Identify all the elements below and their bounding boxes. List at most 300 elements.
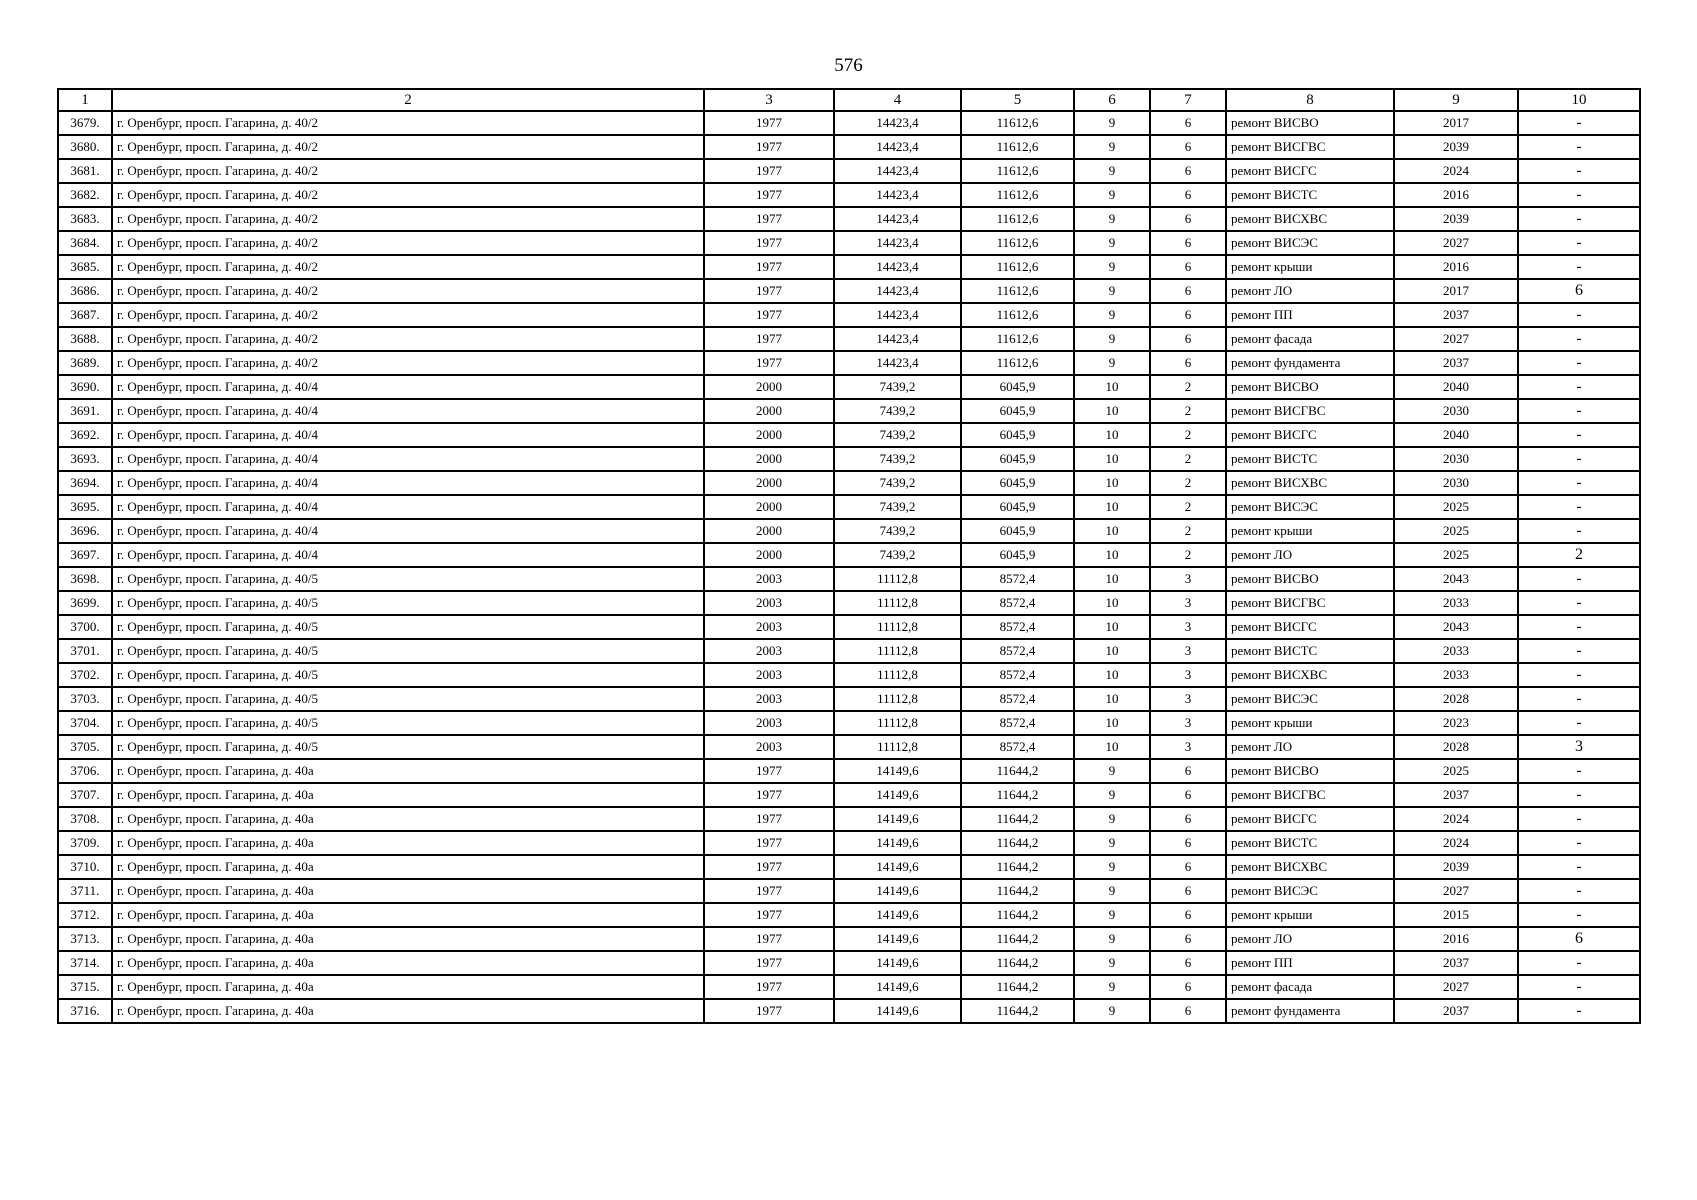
cell-repair-type: ремонт ВИСТС <box>1226 183 1394 207</box>
cell-planned-year: 2017 <box>1394 111 1518 135</box>
cell-year-built: 2000 <box>704 399 834 423</box>
cell-total-area: 14149,6 <box>834 783 961 807</box>
cell-row-number: 3684. <box>58 231 112 255</box>
cell-value: - <box>1518 591 1640 615</box>
cell-repair-type: ремонт крыши <box>1226 711 1394 735</box>
cell-repair-type: ремонт ВИСЭС <box>1226 687 1394 711</box>
cell-repair-type: ремонт фундамента <box>1226 351 1394 375</box>
cell-year-built: 2000 <box>704 495 834 519</box>
cell-address: г. Оренбург, просп. Гагарина, д. 40а <box>112 927 704 951</box>
cell-living-area: 6045,9 <box>961 447 1074 471</box>
cell-value: - <box>1518 831 1640 855</box>
cell-planned-year: 2016 <box>1394 183 1518 207</box>
cell-living-area: 6045,9 <box>961 471 1074 495</box>
table-row <box>58 111 1640 135</box>
table-row <box>58 951 1640 975</box>
cell-repair-type: ремонт ВИСТС <box>1226 447 1394 471</box>
cell-repair-type: ремонт ВИСЭС <box>1226 879 1394 903</box>
cell-entrances: 2 <box>1150 519 1226 543</box>
cell-total-area: 7439,2 <box>834 399 961 423</box>
table-row <box>58 327 1640 351</box>
cell-repair-type: ремонт ВИСГС <box>1226 159 1394 183</box>
cell-entrances: 6 <box>1150 807 1226 831</box>
cell-planned-year: 2033 <box>1394 639 1518 663</box>
header-row <box>58 89 1640 111</box>
cell-living-area: 11644,2 <box>961 927 1074 951</box>
cell-year-built: 1977 <box>704 279 834 303</box>
cell-value: - <box>1518 255 1640 279</box>
cell-entrances: 3 <box>1150 591 1226 615</box>
cell-floors: 10 <box>1074 591 1150 615</box>
cell-planned-year: 2037 <box>1394 999 1518 1023</box>
cell-value: 6 <box>1518 279 1640 303</box>
cell-value: - <box>1518 855 1640 879</box>
cell-total-area: 14149,6 <box>834 807 961 831</box>
cell-value: - <box>1518 231 1640 255</box>
cell-planned-year: 2025 <box>1394 519 1518 543</box>
cell-year-built: 1977 <box>704 879 834 903</box>
cell-total-area: 11112,8 <box>834 735 961 759</box>
cell-entrances: 3 <box>1150 711 1226 735</box>
cell-floors: 10 <box>1074 735 1150 759</box>
cell-entrances: 2 <box>1150 471 1226 495</box>
cell-total-area: 14423,4 <box>834 111 961 135</box>
cell-floors: 9 <box>1074 975 1150 999</box>
cell-year-built: 1977 <box>704 783 834 807</box>
cell-row-number: 3690. <box>58 375 112 399</box>
table-row <box>58 447 1640 471</box>
cell-planned-year: 2037 <box>1394 303 1518 327</box>
cell-planned-year: 2015 <box>1394 903 1518 927</box>
cell-year-built: 1977 <box>704 999 834 1023</box>
cell-entrances: 3 <box>1150 615 1226 639</box>
cell-floors: 9 <box>1074 135 1150 159</box>
cell-planned-year: 2027 <box>1394 327 1518 351</box>
cell-value: - <box>1518 351 1640 375</box>
cell-floors: 9 <box>1074 759 1150 783</box>
cell-total-area: 14423,4 <box>834 303 961 327</box>
cell-value: - <box>1518 207 1640 231</box>
cell-floors: 10 <box>1074 375 1150 399</box>
cell-floors: 10 <box>1074 567 1150 591</box>
table-row <box>58 783 1640 807</box>
cell-total-area: 14423,4 <box>834 255 961 279</box>
cell-value: - <box>1518 111 1640 135</box>
cell-living-area: 6045,9 <box>961 375 1074 399</box>
cell-total-area: 14149,6 <box>834 879 961 903</box>
cell-planned-year: 2028 <box>1394 735 1518 759</box>
cell-entrances: 6 <box>1150 255 1226 279</box>
cell-address: г. Оренбург, просп. Гагарина, д. 40/2 <box>112 135 704 159</box>
cell-value: - <box>1518 471 1640 495</box>
cell-total-area: 7439,2 <box>834 447 961 471</box>
cell-planned-year: 2016 <box>1394 255 1518 279</box>
cell-repair-type: ремонт крыши <box>1226 903 1394 927</box>
cell-living-area: 8572,4 <box>961 639 1074 663</box>
cell-total-area: 11112,8 <box>834 567 961 591</box>
cell-year-built: 2000 <box>704 519 834 543</box>
cell-repair-type: ремонт ЛО <box>1226 927 1394 951</box>
cell-total-area: 11112,8 <box>834 639 961 663</box>
cell-entrances: 6 <box>1150 135 1226 159</box>
cell-living-area: 11644,2 <box>961 999 1074 1023</box>
cell-row-number: 3694. <box>58 471 112 495</box>
cell-entrances: 6 <box>1150 231 1226 255</box>
cell-address: г. Оренбург, просп. Гагарина, д. 40/2 <box>112 159 704 183</box>
cell-row-number: 3707. <box>58 783 112 807</box>
cell-repair-type: ремонт фасада <box>1226 975 1394 999</box>
cell-total-area: 14423,4 <box>834 231 961 255</box>
cell-year-built: 2003 <box>704 615 834 639</box>
table-row <box>58 855 1640 879</box>
cell-row-number: 3695. <box>58 495 112 519</box>
cell-total-area: 14423,4 <box>834 159 961 183</box>
cell-entrances: 6 <box>1150 927 1226 951</box>
table-row <box>58 519 1640 543</box>
table-row <box>58 879 1640 903</box>
cell-address: г. Оренбург, просп. Гагарина, д. 40/4 <box>112 543 704 567</box>
cell-row-number: 3685. <box>58 255 112 279</box>
cell-floors: 10 <box>1074 447 1150 471</box>
table-row <box>58 399 1640 423</box>
cell-repair-type: ремонт ВИСГВС <box>1226 591 1394 615</box>
cell-floors: 9 <box>1074 159 1150 183</box>
cell-total-area: 11112,8 <box>834 687 961 711</box>
cell-repair-type: ремонт крыши <box>1226 255 1394 279</box>
cell-floors: 9 <box>1074 879 1150 903</box>
cell-row-number: 3692. <box>58 423 112 447</box>
cell-planned-year: 2023 <box>1394 711 1518 735</box>
cell-entrances: 6 <box>1150 183 1226 207</box>
cell-address: г. Оренбург, просп. Гагарина, д. 40а <box>112 807 704 831</box>
cell-living-area: 8572,4 <box>961 567 1074 591</box>
cell-value: - <box>1518 687 1640 711</box>
cell-year-built: 2003 <box>704 567 834 591</box>
cell-planned-year: 2033 <box>1394 591 1518 615</box>
cell-living-area: 11612,6 <box>961 159 1074 183</box>
table-row <box>58 999 1640 1023</box>
cell-planned-year: 2024 <box>1394 807 1518 831</box>
cell-value: - <box>1518 759 1640 783</box>
cell-living-area: 8572,4 <box>961 663 1074 687</box>
cell-entrances: 2 <box>1150 399 1226 423</box>
cell-living-area: 11612,6 <box>961 111 1074 135</box>
table-row <box>58 159 1640 183</box>
cell-year-built: 2003 <box>704 711 834 735</box>
cell-floors: 9 <box>1074 927 1150 951</box>
table-row <box>58 975 1640 999</box>
cell-year-built: 2000 <box>704 375 834 399</box>
cell-entrances: 6 <box>1150 999 1226 1023</box>
cell-living-area: 8572,4 <box>961 711 1074 735</box>
cell-address: г. Оренбург, просп. Гагарина, д. 40/4 <box>112 495 704 519</box>
cell-entrances: 3 <box>1150 735 1226 759</box>
cell-year-built: 1977 <box>704 927 834 951</box>
cell-total-area: 14149,6 <box>834 951 961 975</box>
cell-living-area: 11644,2 <box>961 879 1074 903</box>
cell-repair-type: ремонт ВИСЭС <box>1226 231 1394 255</box>
cell-entrances: 3 <box>1150 687 1226 711</box>
cell-repair-type: ремонт ВИСГС <box>1226 807 1394 831</box>
cell-planned-year: 2027 <box>1394 975 1518 999</box>
cell-entrances: 6 <box>1150 975 1226 999</box>
cell-entrances: 6 <box>1150 327 1226 351</box>
cell-address: г. Оренбург, просп. Гагарина, д. 40/2 <box>112 111 704 135</box>
cell-repair-type: ремонт фундамента <box>1226 999 1394 1023</box>
cell-planned-year: 2027 <box>1394 879 1518 903</box>
cell-row-number: 3691. <box>58 399 112 423</box>
cell-total-area: 14423,4 <box>834 183 961 207</box>
cell-total-area: 7439,2 <box>834 471 961 495</box>
cell-repair-type: ремонт ВИСГВС <box>1226 783 1394 807</box>
cell-row-number: 3682. <box>58 183 112 207</box>
cell-planned-year: 2027 <box>1394 231 1518 255</box>
cell-entrances: 6 <box>1150 831 1226 855</box>
cell-total-area: 7439,2 <box>834 519 961 543</box>
cell-address: г. Оренбург, просп. Гагарина, д. 40/5 <box>112 591 704 615</box>
cell-entrances: 3 <box>1150 567 1226 591</box>
cell-repair-type: ремонт ВИСХВС <box>1226 207 1394 231</box>
cell-address: г. Оренбург, просп. Гагарина, д. 40/2 <box>112 351 704 375</box>
cell-entrances: 6 <box>1150 111 1226 135</box>
page-number: 576 <box>834 55 863 76</box>
column-header: 3 <box>704 89 834 111</box>
cell-total-area: 14423,4 <box>834 351 961 375</box>
cell-address: г. Оренбург, просп. Гагарина, д. 40/4 <box>112 519 704 543</box>
cell-floors: 9 <box>1074 783 1150 807</box>
cell-living-area: 11612,6 <box>961 135 1074 159</box>
cell-address: г. Оренбург, просп. Гагарина, д. 40а <box>112 759 704 783</box>
cell-planned-year: 2028 <box>1394 687 1518 711</box>
table-row <box>58 831 1640 855</box>
cell-row-number: 3686. <box>58 279 112 303</box>
cell-address: г. Оренбург, просп. Гагарина, д. 40/5 <box>112 663 704 687</box>
cell-floors: 10 <box>1074 519 1150 543</box>
cell-row-number: 3708. <box>58 807 112 831</box>
cell-address: г. Оренбург, просп. Гагарина, д. 40/4 <box>112 423 704 447</box>
cell-planned-year: 2043 <box>1394 615 1518 639</box>
table-row <box>58 735 1640 759</box>
cell-value: - <box>1518 519 1640 543</box>
cell-value: 6 <box>1518 927 1640 951</box>
cell-row-number: 3687. <box>58 303 112 327</box>
column-header: 10 <box>1518 89 1640 111</box>
cell-year-built: 1977 <box>704 975 834 999</box>
table-row <box>58 591 1640 615</box>
cell-row-number: 3713. <box>58 927 112 951</box>
cell-floors: 9 <box>1074 303 1150 327</box>
cell-year-built: 1977 <box>704 111 834 135</box>
cell-floors: 9 <box>1074 111 1150 135</box>
cell-floors: 9 <box>1074 807 1150 831</box>
cell-repair-type: ремонт ВИСГВС <box>1226 135 1394 159</box>
cell-floors: 10 <box>1074 687 1150 711</box>
cell-row-number: 3689. <box>58 351 112 375</box>
cell-total-area: 7439,2 <box>834 495 961 519</box>
cell-year-built: 1977 <box>704 183 834 207</box>
table-body <box>58 111 1640 1023</box>
cell-address: г. Оренбург, просп. Гагарина, д. 40/5 <box>112 639 704 663</box>
cell-value: 2 <box>1518 543 1640 567</box>
cell-repair-type: ремонт фасада <box>1226 327 1394 351</box>
cell-floors: 9 <box>1074 183 1150 207</box>
cell-year-built: 2000 <box>704 543 834 567</box>
cell-row-number: 3703. <box>58 687 112 711</box>
cell-value: - <box>1518 663 1640 687</box>
cell-row-number: 3701. <box>58 639 112 663</box>
table-row <box>58 759 1640 783</box>
cell-value: - <box>1518 567 1640 591</box>
cell-repair-type: ремонт ВИСЭС <box>1226 495 1394 519</box>
cell-row-number: 3711. <box>58 879 112 903</box>
table-row <box>58 663 1640 687</box>
cell-year-built: 2003 <box>704 735 834 759</box>
cell-row-number: 3696. <box>58 519 112 543</box>
cell-repair-type: ремонт ЛО <box>1226 279 1394 303</box>
cell-row-number: 3702. <box>58 663 112 687</box>
table-row <box>58 903 1640 927</box>
table-row <box>58 567 1640 591</box>
cell-planned-year: 2039 <box>1394 855 1518 879</box>
table-row <box>58 495 1640 519</box>
cell-repair-type: ремонт ВИСВО <box>1226 759 1394 783</box>
cell-year-built: 2003 <box>704 663 834 687</box>
table-row <box>58 711 1640 735</box>
cell-row-number: 3716. <box>58 999 112 1023</box>
cell-floors: 9 <box>1074 903 1150 927</box>
cell-floors: 9 <box>1074 351 1150 375</box>
cell-value: - <box>1518 711 1640 735</box>
cell-row-number: 3693. <box>58 447 112 471</box>
cell-repair-type: ремонт ПП <box>1226 303 1394 327</box>
cell-entrances: 2 <box>1150 375 1226 399</box>
cell-planned-year: 2040 <box>1394 375 1518 399</box>
cell-floors: 9 <box>1074 855 1150 879</box>
cell-address: г. Оренбург, просп. Гагарина, д. 40а <box>112 975 704 999</box>
cell-address: г. Оренбург, просп. Гагарина, д. 40/5 <box>112 687 704 711</box>
cell-row-number: 3704. <box>58 711 112 735</box>
column-header: 9 <box>1394 89 1518 111</box>
cell-living-area: 11644,2 <box>961 759 1074 783</box>
cell-value: - <box>1518 879 1640 903</box>
cell-floors: 10 <box>1074 423 1150 447</box>
cell-repair-type: ремонт ВИСТС <box>1226 639 1394 663</box>
cell-total-area: 14149,6 <box>834 831 961 855</box>
column-header: 7 <box>1150 89 1226 111</box>
cell-address: г. Оренбург, просп. Гагарина, д. 40/2 <box>112 327 704 351</box>
table-row <box>58 255 1640 279</box>
cell-entrances: 2 <box>1150 495 1226 519</box>
cell-repair-type: ремонт ВИСГС <box>1226 615 1394 639</box>
cell-entrances: 3 <box>1150 663 1226 687</box>
cell-row-number: 3697. <box>58 543 112 567</box>
cell-total-area: 14149,6 <box>834 927 961 951</box>
cell-living-area: 11644,2 <box>961 807 1074 831</box>
cell-row-number: 3705. <box>58 735 112 759</box>
cell-value: - <box>1518 975 1640 999</box>
table-row <box>58 471 1640 495</box>
cell-living-area: 11612,6 <box>961 327 1074 351</box>
cell-total-area: 11112,8 <box>834 711 961 735</box>
cell-value: - <box>1518 807 1640 831</box>
cell-row-number: 3709. <box>58 831 112 855</box>
cell-planned-year: 2030 <box>1394 471 1518 495</box>
cell-address: г. Оренбург, просп. Гагарина, д. 40/2 <box>112 231 704 255</box>
cell-entrances: 6 <box>1150 351 1226 375</box>
cell-value: - <box>1518 183 1640 207</box>
cell-entrances: 6 <box>1150 759 1226 783</box>
cell-repair-type: ремонт крыши <box>1226 519 1394 543</box>
column-header: 2 <box>112 89 704 111</box>
cell-year-built: 1977 <box>704 135 834 159</box>
cell-value: - <box>1518 951 1640 975</box>
cell-floors: 9 <box>1074 327 1150 351</box>
cell-repair-type: ремонт ВИСХВС <box>1226 471 1394 495</box>
cell-year-built: 1977 <box>704 759 834 783</box>
cell-living-area: 11644,2 <box>961 783 1074 807</box>
cell-entrances: 2 <box>1150 447 1226 471</box>
cell-living-area: 11612,6 <box>961 279 1074 303</box>
column-header: 6 <box>1074 89 1150 111</box>
cell-year-built: 2000 <box>704 447 834 471</box>
cell-address: г. Оренбург, просп. Гагарина, д. 40а <box>112 903 704 927</box>
cell-floors: 10 <box>1074 495 1150 519</box>
cell-address: г. Оренбург, просп. Гагарина, д. 40а <box>112 879 704 903</box>
cell-total-area: 14149,6 <box>834 759 961 783</box>
cell-repair-type: ремонт ВИСХВС <box>1226 663 1394 687</box>
cell-living-area: 6045,9 <box>961 423 1074 447</box>
cell-floors: 9 <box>1074 279 1150 303</box>
cell-total-area: 7439,2 <box>834 375 961 399</box>
table-row <box>58 807 1640 831</box>
cell-floors: 10 <box>1074 543 1150 567</box>
cell-year-built: 1977 <box>704 327 834 351</box>
cell-address: г. Оренбург, просп. Гагарина, д. 40/5 <box>112 711 704 735</box>
cell-value: - <box>1518 327 1640 351</box>
cell-repair-type: ремонт ВИСВО <box>1226 567 1394 591</box>
cell-address: г. Оренбург, просп. Гагарина, д. 40/2 <box>112 207 704 231</box>
cell-entrances: 3 <box>1150 639 1226 663</box>
cell-floors: 9 <box>1074 255 1150 279</box>
cell-year-built: 2003 <box>704 591 834 615</box>
cell-floors: 9 <box>1074 999 1150 1023</box>
table-row <box>58 231 1640 255</box>
cell-row-number: 3715. <box>58 975 112 999</box>
cell-total-area: 11112,8 <box>834 615 961 639</box>
cell-planned-year: 2040 <box>1394 423 1518 447</box>
table-row <box>58 687 1640 711</box>
cell-total-area: 7439,2 <box>834 423 961 447</box>
cell-address: г. Оренбург, просп. Гагарина, д. 40/5 <box>112 567 704 591</box>
cell-row-number: 3710. <box>58 855 112 879</box>
cell-year-built: 2003 <box>704 639 834 663</box>
cell-living-area: 11644,2 <box>961 855 1074 879</box>
cell-value: - <box>1518 447 1640 471</box>
cell-floors: 9 <box>1074 831 1150 855</box>
cell-value: - <box>1518 903 1640 927</box>
cell-planned-year: 2025 <box>1394 495 1518 519</box>
table-row <box>58 927 1640 951</box>
cell-living-area: 11612,6 <box>961 207 1074 231</box>
cell-total-area: 11112,8 <box>834 663 961 687</box>
cell-total-area: 14149,6 <box>834 975 961 999</box>
cell-planned-year: 2017 <box>1394 279 1518 303</box>
cell-value: - <box>1518 159 1640 183</box>
cell-entrances: 6 <box>1150 951 1226 975</box>
cell-year-built: 1977 <box>704 303 834 327</box>
cell-row-number: 3688. <box>58 327 112 351</box>
table-row <box>58 375 1640 399</box>
